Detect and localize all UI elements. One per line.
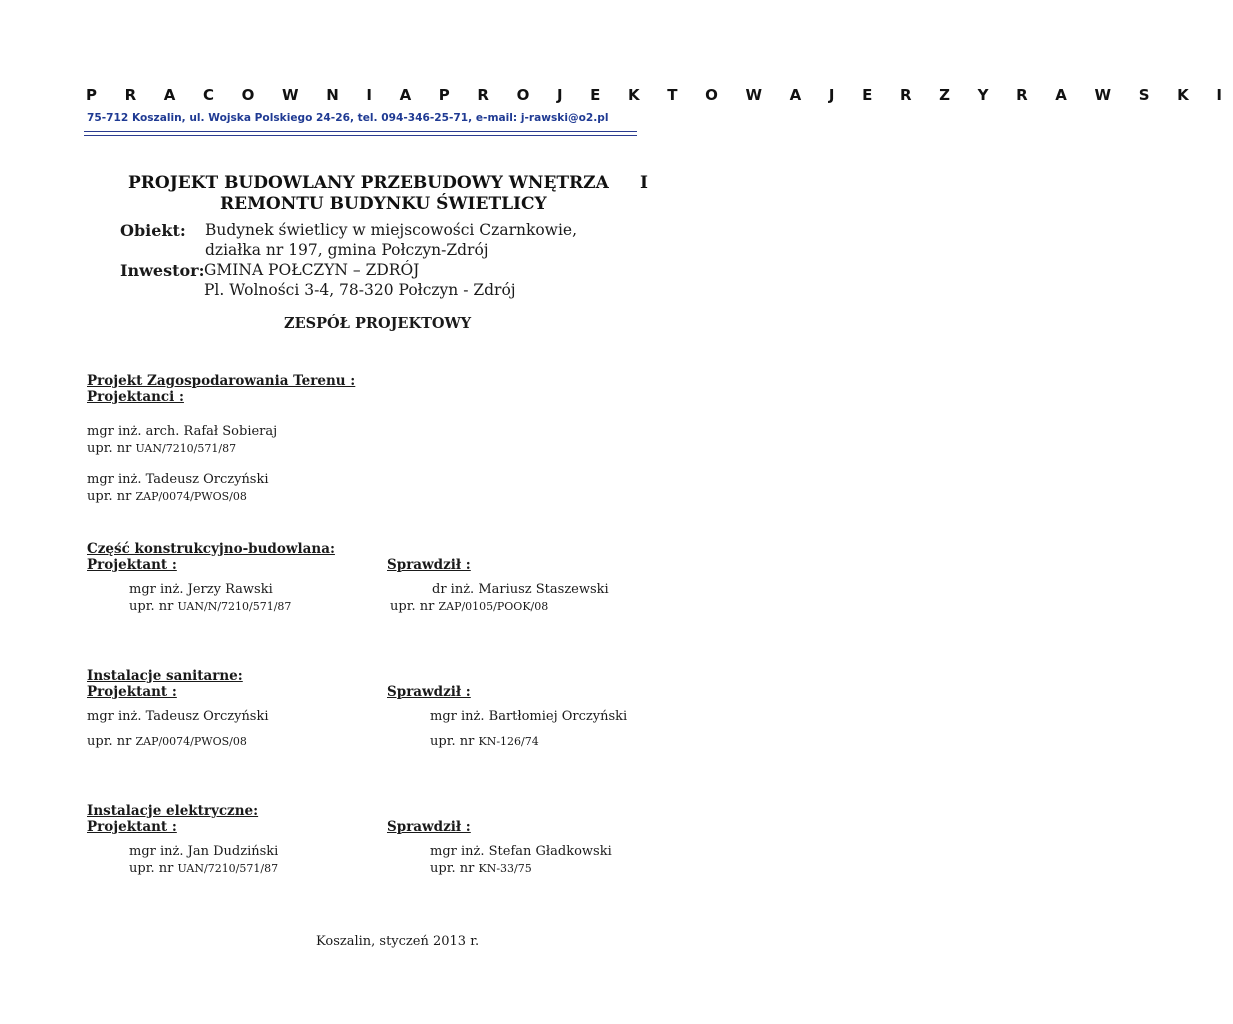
license-prefix: upr. nr [129,599,174,614]
section-elektr-checker-label: Sprawdził : [387,819,471,835]
license-number: UAN/7210/571/87 [177,862,279,875]
license-prefix: upr. nr [129,861,174,876]
license-number: ZAP/0074/PWOS/08 [135,490,247,503]
pzt-designer1-license [87,441,236,456]
section-konstr-checker-label: Sprawdził : [387,557,471,573]
konstr-checker-name: dr inż. Mariusz Staszewski [432,582,609,597]
license-number: KN-33/75 [478,862,532,875]
header-rule-bottom [84,135,637,136]
section-sanit-designer-label: Projektant : [87,684,177,700]
elektr-checker-license [430,861,532,876]
project-title-line1-suffix: I [640,173,648,193]
sanit-designer-name: mgr inż. Tadeusz Orczyński [87,709,269,724]
pzt-designer2-license [87,489,247,504]
place-date: Koszalin, styczeń 2013 r. [316,934,480,949]
firm-name: P R A C O W N I A P R O J E K T O W A J E R Z Y R A W S K I [86,86,1233,104]
object-line2: działka nr 197, gmina Połczyn-Zdrój [205,241,489,259]
license-prefix: upr. nr [390,599,435,614]
license-number: KN-126/74 [478,735,539,748]
license-number: ZAP/0074/PWOS/08 [135,735,247,748]
license-prefix: upr. nr [430,734,475,749]
pzt-designer1-name: mgr inż. arch. Rafał Sobieraj [87,424,278,439]
konstr-designer-license [129,599,291,614]
license-number: UAN/7210/571/87 [135,442,237,455]
konstr-checker-license [390,599,548,614]
elektr-designer-license [129,861,278,876]
section-pzt-heading: Projekt Zagospodarowania Terenu : [87,373,356,389]
license-number: ZAP/0105/POOK/08 [438,600,549,613]
team-heading: ZESPÓŁ PROJEKTOWY [284,315,472,332]
sanit-checker-name: mgr inż. Bartłomiej Orczyński [430,709,628,724]
license-number: UAN/N/7210/571/87 [177,600,292,613]
header-rule-top [84,131,637,132]
project-title-line2: REMONTU BUDYNKU ŚWIETLICY [220,194,547,214]
section-elektr-designer-label: Projektant : [87,819,177,835]
license-prefix: upr. nr [87,489,132,504]
section-pzt-designers-label: Projektanci : [87,389,184,405]
section-konstr-heading: Część konstrukcyjno-budowlana: [87,541,335,557]
section-elektr-heading: Instalacje elektryczne: [87,803,259,819]
investor-line2: Pl. Wolności 3-4, 78-320 Połczyn - Zdrój [204,281,516,299]
investor-line1: GMINA POŁCZYN – ZDRÓJ [204,261,420,279]
project-title-line1: PROJEKT BUDOWLANY PRZEBUDOWY WNĘTRZA [128,173,609,193]
sanit-designer-license [87,734,247,749]
firm-address: 75-712 Koszalin, ul. Wojska Polskiego 24-26, tel. 094-346-25-71, e-mail: j-rawski@o2.pl [87,112,609,124]
section-sanit-heading: Instalacje sanitarne: [87,668,243,684]
license-prefix: upr. nr [87,441,132,456]
object-label: Obiekt: [120,221,186,240]
object-line1: Budynek świetlicy w miejscowości Czarnkowie, [205,221,578,239]
investor-label: Inwestor: [120,261,205,280]
pzt-designer2-name: mgr inż. Tadeusz Orczyński [87,472,269,487]
elektr-checker-name: mgr inż. Stefan Gładkowski [430,844,612,859]
section-sanit-checker-label: Sprawdził : [387,684,471,700]
elektr-designer-name: mgr inż. Jan Dudziński [129,844,279,859]
section-konstr-designer-label: Projektant : [87,557,177,573]
sanit-checker-license [430,734,539,749]
konstr-designer-name: mgr inż. Jerzy Rawski [129,582,273,597]
license-prefix: upr. nr [87,734,132,749]
license-prefix: upr. nr [430,861,475,876]
